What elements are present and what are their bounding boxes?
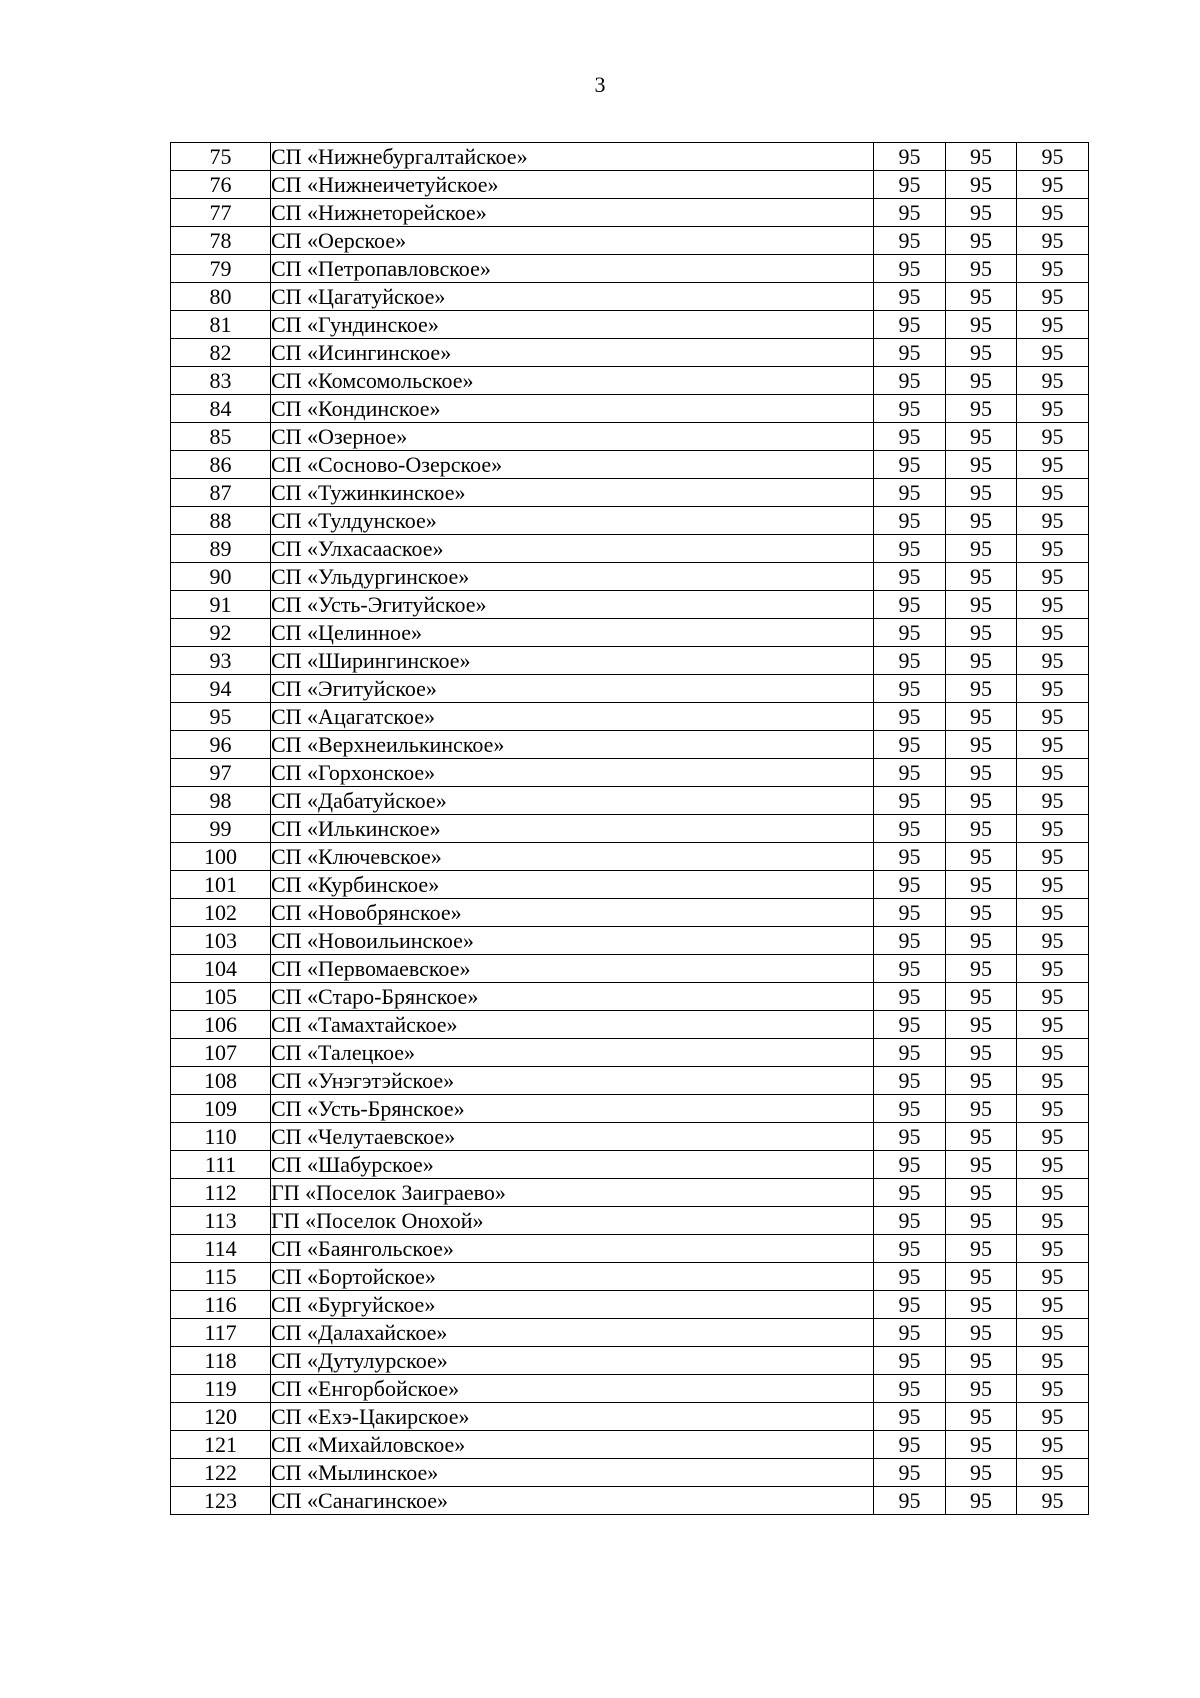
- row-number-cell: 106: [171, 1011, 271, 1039]
- value-cell-3: 95: [1017, 647, 1089, 675]
- table-row: [171, 1431, 1089, 1459]
- value-cell-3: 95: [1017, 283, 1089, 311]
- value-cell-1: 95: [874, 787, 946, 815]
- value-cell-1: 95: [874, 423, 946, 451]
- value-cell-1: 95: [874, 1235, 946, 1263]
- value-cell-1: 95: [874, 199, 946, 227]
- value-cell-2: 95: [946, 1375, 1017, 1403]
- value-cell-1: 95: [874, 927, 946, 955]
- settlement-name-cell: СП «Ульдургинское»: [271, 563, 874, 591]
- value-cell-1: 95: [874, 1375, 946, 1403]
- table-row: [171, 1263, 1089, 1291]
- value-cell-3: 95: [1017, 1459, 1089, 1487]
- row-number-cell: 116: [171, 1291, 271, 1319]
- value-cell-3: 95: [1017, 815, 1089, 843]
- value-cell-3: 95: [1017, 591, 1089, 619]
- table-body: [171, 143, 1089, 1515]
- table-row: [171, 535, 1089, 563]
- value-cell-2: 95: [946, 899, 1017, 927]
- value-cell-1: 95: [874, 675, 946, 703]
- value-cell-2: 95: [946, 731, 1017, 759]
- settlement-name-cell: СП «Исингинское»: [271, 339, 874, 367]
- value-cell-2: 95: [946, 1179, 1017, 1207]
- settlement-name-cell: СП «Дутулурское»: [271, 1347, 874, 1375]
- value-cell-3: 95: [1017, 339, 1089, 367]
- settlement-name-cell: СП «Ширингинское»: [271, 647, 874, 675]
- value-cell-1: 95: [874, 759, 946, 787]
- value-cell-1: 95: [874, 591, 946, 619]
- value-cell-3: 95: [1017, 1487, 1089, 1515]
- value-cell-2: 95: [946, 927, 1017, 955]
- value-cell-2: 95: [946, 311, 1017, 339]
- row-number-cell: 80: [171, 283, 271, 311]
- table-row: [171, 283, 1089, 311]
- value-cell-2: 95: [946, 675, 1017, 703]
- settlements-table: [170, 142, 1089, 1515]
- settlement-name-cell: СП «Илькинское»: [271, 815, 874, 843]
- settlement-name-cell: СП «Озерное»: [271, 423, 874, 451]
- settlement-name-cell: СП «Усть-Брянское»: [271, 1095, 874, 1123]
- table-row: [171, 1011, 1089, 1039]
- table-row: [171, 143, 1089, 171]
- row-number-cell: 92: [171, 619, 271, 647]
- row-number-cell: 122: [171, 1459, 271, 1487]
- table-row: [171, 1151, 1089, 1179]
- table-row: [171, 1235, 1089, 1263]
- value-cell-1: 95: [874, 815, 946, 843]
- row-number-cell: 108: [171, 1067, 271, 1095]
- value-cell-3: 95: [1017, 479, 1089, 507]
- value-cell-3: 95: [1017, 507, 1089, 535]
- row-number-cell: 102: [171, 899, 271, 927]
- row-number-cell: 114: [171, 1235, 271, 1263]
- table-row: [171, 1347, 1089, 1375]
- value-cell-1: 95: [874, 1207, 946, 1235]
- table-row: [171, 227, 1089, 255]
- table-row: [171, 591, 1089, 619]
- value-cell-1: 95: [874, 1263, 946, 1291]
- value-cell-3: 95: [1017, 1431, 1089, 1459]
- value-cell-1: 95: [874, 1151, 946, 1179]
- settlement-name-cell: СП «Талецкое»: [271, 1039, 874, 1067]
- row-number-cell: 87: [171, 479, 271, 507]
- value-cell-1: 95: [874, 535, 946, 563]
- row-number-cell: 91: [171, 591, 271, 619]
- table-row: [171, 1095, 1089, 1123]
- table-row: [171, 507, 1089, 535]
- value-cell-1: 95: [874, 1291, 946, 1319]
- table-row: [171, 1459, 1089, 1487]
- value-cell-2: 95: [946, 871, 1017, 899]
- value-cell-1: 95: [874, 1179, 946, 1207]
- value-cell-1: 95: [874, 255, 946, 283]
- value-cell-2: 95: [946, 507, 1017, 535]
- value-cell-1: 95: [874, 1067, 946, 1095]
- settlement-name-cell: СП «Тамахтайское»: [271, 1011, 874, 1039]
- value-cell-2: 95: [946, 787, 1017, 815]
- settlement-name-cell: СП «Тулдунское»: [271, 507, 874, 535]
- value-cell-3: 95: [1017, 1179, 1089, 1207]
- value-cell-1: 95: [874, 899, 946, 927]
- table-row: [171, 1123, 1089, 1151]
- value-cell-2: 95: [946, 1207, 1017, 1235]
- settlement-name-cell: СП «Унэгэтэйское»: [271, 1067, 874, 1095]
- settlement-name-cell: СП «Сосново-Озерское»: [271, 451, 874, 479]
- settlement-name-cell: СП «Нижнебургалтайское»: [271, 143, 874, 171]
- value-cell-2: 95: [946, 1431, 1017, 1459]
- value-cell-3: 95: [1017, 955, 1089, 983]
- value-cell-3: 95: [1017, 143, 1089, 171]
- value-cell-1: 95: [874, 367, 946, 395]
- value-cell-2: 95: [946, 143, 1017, 171]
- value-cell-3: 95: [1017, 759, 1089, 787]
- settlement-name-cell: СП «Далахайское»: [271, 1319, 874, 1347]
- settlement-name-cell: СП «Верхнеилькинское»: [271, 731, 874, 759]
- settlement-name-cell: СП «Старо-Брянское»: [271, 983, 874, 1011]
- settlement-name-cell: СП «Ацагатское»: [271, 703, 874, 731]
- table-row: [171, 1487, 1089, 1515]
- value-cell-1: 95: [874, 647, 946, 675]
- row-number-cell: 110: [171, 1123, 271, 1151]
- value-cell-1: 95: [874, 227, 946, 255]
- value-cell-2: 95: [946, 703, 1017, 731]
- value-cell-3: 95: [1017, 1123, 1089, 1151]
- row-number-cell: 95: [171, 703, 271, 731]
- value-cell-2: 95: [946, 1067, 1017, 1095]
- row-number-cell: 115: [171, 1263, 271, 1291]
- settlement-name-cell: СП «Эгитуйское»: [271, 675, 874, 703]
- value-cell-2: 95: [946, 1263, 1017, 1291]
- row-number-cell: 90: [171, 563, 271, 591]
- table-row: [171, 479, 1089, 507]
- value-cell-2: 95: [946, 199, 1017, 227]
- value-cell-2: 95: [946, 255, 1017, 283]
- value-cell-3: 95: [1017, 1375, 1089, 1403]
- value-cell-2: 95: [946, 843, 1017, 871]
- value-cell-3: 95: [1017, 843, 1089, 871]
- value-cell-1: 95: [874, 955, 946, 983]
- table-row: [171, 1291, 1089, 1319]
- table-row: [171, 1375, 1089, 1403]
- settlement-name-cell: СП «Баянгольское»: [271, 1235, 874, 1263]
- settlement-name-cell: СП «Комсомольское»: [271, 367, 874, 395]
- row-number-cell: 83: [171, 367, 271, 395]
- row-number-cell: 120: [171, 1403, 271, 1431]
- value-cell-3: 95: [1017, 1319, 1089, 1347]
- settlement-name-cell: СП «Ехэ-Цакирское»: [271, 1403, 874, 1431]
- value-cell-1: 95: [874, 479, 946, 507]
- value-cell-2: 95: [946, 1039, 1017, 1067]
- row-number-cell: 109: [171, 1095, 271, 1123]
- value-cell-2: 95: [946, 591, 1017, 619]
- row-number-cell: 96: [171, 731, 271, 759]
- table-row: [171, 311, 1089, 339]
- value-cell-2: 95: [946, 171, 1017, 199]
- value-cell-1: 95: [874, 1319, 946, 1347]
- value-cell-1: 95: [874, 983, 946, 1011]
- row-number-cell: 119: [171, 1375, 271, 1403]
- value-cell-3: 95: [1017, 367, 1089, 395]
- value-cell-2: 95: [946, 423, 1017, 451]
- value-cell-3: 95: [1017, 1403, 1089, 1431]
- value-cell-3: 95: [1017, 619, 1089, 647]
- settlement-name-cell: СП «Бортойское»: [271, 1263, 874, 1291]
- settlement-name-cell: СП «Михайловское»: [271, 1431, 874, 1459]
- value-cell-2: 95: [946, 619, 1017, 647]
- value-cell-1: 95: [874, 871, 946, 899]
- value-cell-1: 95: [874, 731, 946, 759]
- value-cell-1: 95: [874, 1011, 946, 1039]
- value-cell-2: 95: [946, 1011, 1017, 1039]
- row-number-cell: 84: [171, 395, 271, 423]
- value-cell-1: 95: [874, 143, 946, 171]
- table-row: [171, 731, 1089, 759]
- settlement-name-cell: ГП «Поселок Заиграево»: [271, 1179, 874, 1207]
- table-row: [171, 339, 1089, 367]
- value-cell-3: 95: [1017, 927, 1089, 955]
- settlement-name-cell: СП «Нижнеичетуйское»: [271, 171, 874, 199]
- row-number-cell: 99: [171, 815, 271, 843]
- table-row: [171, 899, 1089, 927]
- row-number-cell: 111: [171, 1151, 271, 1179]
- value-cell-3: 95: [1017, 451, 1089, 479]
- value-cell-2: 95: [946, 1319, 1017, 1347]
- table-row: [171, 647, 1089, 675]
- settlement-name-cell: СП «Дабатуйское»: [271, 787, 874, 815]
- table-row: [171, 703, 1089, 731]
- value-cell-3: 95: [1017, 1095, 1089, 1123]
- settlement-name-cell: СП «Кондинское»: [271, 395, 874, 423]
- row-number-cell: 88: [171, 507, 271, 535]
- row-number-cell: 100: [171, 843, 271, 871]
- value-cell-3: 95: [1017, 1347, 1089, 1375]
- value-cell-1: 95: [874, 1347, 946, 1375]
- value-cell-3: 95: [1017, 395, 1089, 423]
- table-row: [171, 563, 1089, 591]
- value-cell-3: 95: [1017, 255, 1089, 283]
- table-row: [171, 815, 1089, 843]
- settlement-name-cell: СП «Целинное»: [271, 619, 874, 647]
- row-number-cell: 75: [171, 143, 271, 171]
- value-cell-1: 95: [874, 507, 946, 535]
- value-cell-1: 95: [874, 703, 946, 731]
- value-cell-2: 95: [946, 339, 1017, 367]
- value-cell-2: 95: [946, 535, 1017, 563]
- value-cell-1: 95: [874, 843, 946, 871]
- value-cell-2: 95: [946, 1403, 1017, 1431]
- table-row: [171, 955, 1089, 983]
- value-cell-3: 95: [1017, 563, 1089, 591]
- table-row: [171, 395, 1089, 423]
- row-number-cell: 77: [171, 199, 271, 227]
- row-number-cell: 94: [171, 675, 271, 703]
- value-cell-2: 95: [946, 479, 1017, 507]
- row-number-cell: 76: [171, 171, 271, 199]
- value-cell-1: 95: [874, 1123, 946, 1151]
- value-cell-1: 95: [874, 1431, 946, 1459]
- settlement-name-cell: СП «Шабурское»: [271, 1151, 874, 1179]
- row-number-cell: 112: [171, 1179, 271, 1207]
- settlement-name-cell: СП «Новобрянское»: [271, 899, 874, 927]
- table-row: [171, 927, 1089, 955]
- value-cell-3: 95: [1017, 703, 1089, 731]
- value-cell-3: 95: [1017, 1263, 1089, 1291]
- value-cell-2: 95: [946, 1095, 1017, 1123]
- row-number-cell: 85: [171, 423, 271, 451]
- value-cell-3: 95: [1017, 311, 1089, 339]
- value-cell-2: 95: [946, 1123, 1017, 1151]
- row-number-cell: 82: [171, 339, 271, 367]
- value-cell-2: 95: [946, 395, 1017, 423]
- table-row: [171, 843, 1089, 871]
- value-cell-2: 95: [946, 367, 1017, 395]
- value-cell-1: 95: [874, 395, 946, 423]
- page-number: 3: [594, 72, 606, 97]
- value-cell-3: 95: [1017, 1011, 1089, 1039]
- value-cell-1: 95: [874, 563, 946, 591]
- row-number-cell: 113: [171, 1207, 271, 1235]
- value-cell-3: 95: [1017, 1207, 1089, 1235]
- value-cell-2: 95: [946, 1151, 1017, 1179]
- table-row: [171, 451, 1089, 479]
- settlement-name-cell: СП «Цагатуйское»: [271, 283, 874, 311]
- settlement-name-cell: СП «Усть-Эгитуйское»: [271, 591, 874, 619]
- table-row: [171, 171, 1089, 199]
- value-cell-2: 95: [946, 1291, 1017, 1319]
- row-number-cell: 97: [171, 759, 271, 787]
- value-cell-1: 95: [874, 1487, 946, 1515]
- value-cell-3: 95: [1017, 1235, 1089, 1263]
- settlement-name-cell: СП «Гундинское»: [271, 311, 874, 339]
- value-cell-3: 95: [1017, 899, 1089, 927]
- value-cell-2: 95: [946, 227, 1017, 255]
- value-cell-2: 95: [946, 955, 1017, 983]
- settlement-name-cell: СП «Енгорбойское»: [271, 1375, 874, 1403]
- value-cell-1: 95: [874, 619, 946, 647]
- value-cell-2: 95: [946, 1235, 1017, 1263]
- settlement-name-cell: СП «Горхонское»: [271, 759, 874, 787]
- value-cell-2: 95: [946, 647, 1017, 675]
- settlement-name-cell: СП «Бургуйское»: [271, 1291, 874, 1319]
- settlement-name-cell: ГП «Поселок Онохой»: [271, 1207, 874, 1235]
- settlement-name-cell: СП «Тужинкинское»: [271, 479, 874, 507]
- settlement-name-cell: СП «Улхасаaское»: [271, 535, 874, 563]
- row-number-cell: 93: [171, 647, 271, 675]
- row-number-cell: 86: [171, 451, 271, 479]
- value-cell-2: 95: [946, 1487, 1017, 1515]
- value-cell-3: 95: [1017, 675, 1089, 703]
- value-cell-1: 95: [874, 311, 946, 339]
- value-cell-1: 95: [874, 283, 946, 311]
- settlement-name-cell: СП «Оерское»: [271, 227, 874, 255]
- table-row: [171, 787, 1089, 815]
- row-number-cell: 104: [171, 955, 271, 983]
- value-cell-3: 95: [1017, 871, 1089, 899]
- table-row: [171, 759, 1089, 787]
- value-cell-3: 95: [1017, 199, 1089, 227]
- table-row: [171, 199, 1089, 227]
- table-row: [171, 619, 1089, 647]
- settlement-name-cell: СП «Курбинское»: [271, 871, 874, 899]
- settlement-name-cell: СП «Первомаевское»: [271, 955, 874, 983]
- value-cell-1: 95: [874, 171, 946, 199]
- table-row: [171, 1067, 1089, 1095]
- table-row: [171, 1039, 1089, 1067]
- settlement-name-cell: СП «Нижнеторейское»: [271, 199, 874, 227]
- value-cell-1: 95: [874, 339, 946, 367]
- table-row: [171, 367, 1089, 395]
- row-number-cell: 117: [171, 1319, 271, 1347]
- row-number-cell: 103: [171, 927, 271, 955]
- row-number-cell: 105: [171, 983, 271, 1011]
- value-cell-3: 95: [1017, 731, 1089, 759]
- table-row: [171, 1179, 1089, 1207]
- settlement-name-cell: СП «Мылинское»: [271, 1459, 874, 1487]
- value-cell-3: 95: [1017, 983, 1089, 1011]
- row-number-cell: 121: [171, 1431, 271, 1459]
- row-number-cell: 79: [171, 255, 271, 283]
- table-row: [171, 1403, 1089, 1431]
- value-cell-2: 95: [946, 1459, 1017, 1487]
- value-cell-3: 95: [1017, 1151, 1089, 1179]
- settlement-name-cell: СП «Ключевское»: [271, 843, 874, 871]
- value-cell-3: 95: [1017, 227, 1089, 255]
- value-cell-1: 95: [874, 1459, 946, 1487]
- value-cell-3: 95: [1017, 1039, 1089, 1067]
- value-cell-2: 95: [946, 283, 1017, 311]
- value-cell-1: 95: [874, 1039, 946, 1067]
- value-cell-1: 95: [874, 451, 946, 479]
- row-number-cell: 118: [171, 1347, 271, 1375]
- value-cell-3: 95: [1017, 1291, 1089, 1319]
- value-cell-2: 95: [946, 815, 1017, 843]
- value-cell-3: 95: [1017, 1067, 1089, 1095]
- row-number-cell: 101: [171, 871, 271, 899]
- row-number-cell: 98: [171, 787, 271, 815]
- row-number-cell: 78: [171, 227, 271, 255]
- settlement-name-cell: СП «Санагинское»: [271, 1487, 874, 1515]
- table-row: [171, 255, 1089, 283]
- row-number-cell: 89: [171, 535, 271, 563]
- table-row: [171, 1319, 1089, 1347]
- settlement-name-cell: СП «Челутаевское»: [271, 1123, 874, 1151]
- value-cell-1: 95: [874, 1095, 946, 1123]
- row-number-cell: 107: [171, 1039, 271, 1067]
- table-row: [171, 423, 1089, 451]
- row-number-cell: 81: [171, 311, 271, 339]
- value-cell-2: 95: [946, 983, 1017, 1011]
- value-cell-3: 95: [1017, 535, 1089, 563]
- table-row: [171, 1207, 1089, 1235]
- value-cell-3: 95: [1017, 787, 1089, 815]
- row-number-cell: 123: [171, 1487, 271, 1515]
- value-cell-3: 95: [1017, 423, 1089, 451]
- settlement-name-cell: СП «Петропавловское»: [271, 255, 874, 283]
- value-cell-2: 95: [946, 563, 1017, 591]
- value-cell-2: 95: [946, 1347, 1017, 1375]
- table-row: [171, 871, 1089, 899]
- value-cell-2: 95: [946, 759, 1017, 787]
- table-row: [171, 675, 1089, 703]
- value-cell-3: 95: [1017, 171, 1089, 199]
- value-cell-1: 95: [874, 1403, 946, 1431]
- table-row: [171, 983, 1089, 1011]
- settlement-name-cell: СП «Новоильинское»: [271, 927, 874, 955]
- value-cell-2: 95: [946, 451, 1017, 479]
